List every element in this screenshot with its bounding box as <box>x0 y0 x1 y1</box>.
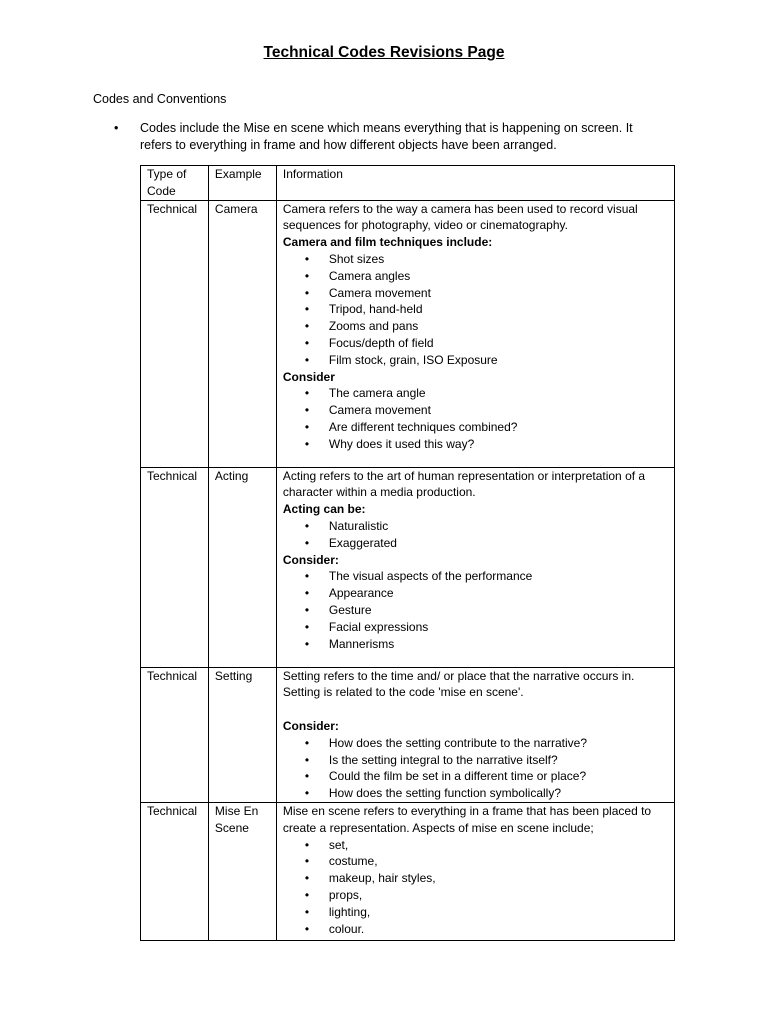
acting-can-be-label: Acting can be: <box>282 502 366 517</box>
list-item: • Camera angles <box>329 268 669 285</box>
example-cell: Acting <box>208 467 276 667</box>
list-item: • makeup, hair styles, <box>329 870 669 887</box>
codes-table <box>140 165 675 941</box>
table-row-setting <box>141 667 675 802</box>
page-title: Technical Codes Revisions Page <box>263 44 505 61</box>
camera-techniques-list <box>283 251 669 369</box>
mise-description: Mise en scene refers to everything in a frame that has been placed to create a representation. Aspects of mise en scene include; <box>282 803 652 835</box>
info-cell <box>276 200 674 467</box>
list-item: • Mannerisms <box>329 636 669 653</box>
camera-techniques-label: Camera and film techniques include: <box>282 235 493 250</box>
list-item: • Facial expressions <box>329 619 669 636</box>
acting-consider-list <box>283 568 669 652</box>
intro-text: Codes include the Mise en scene which means everything that is happening on screen. It refers to everything in frame and how different objects have been arranged. <box>140 121 633 152</box>
list-item: • Camera movement <box>329 285 669 302</box>
list-item: • Could the film be set in a different time or place? <box>329 768 669 785</box>
list-item: • Tripod, hand-held <box>329 301 669 318</box>
mise-aspects-list <box>283 837 669 938</box>
list-item: • colour. <box>329 921 669 938</box>
camera-description: Camera refers to the way a camera has been used to record visual sequences for photography, video or cinematography. <box>282 201 638 233</box>
list-item: • Zooms and pans <box>329 318 669 335</box>
info-cell <box>276 467 674 667</box>
camera-consider-list <box>283 385 669 452</box>
acting-consider-label: Consider: <box>282 552 339 567</box>
list-item: • Shot sizes <box>329 251 669 268</box>
info-cell <box>276 667 674 802</box>
bullet-icon: • <box>114 121 119 135</box>
setting-consider-label: Consider: <box>282 718 339 733</box>
list-item: • Why does it used this way? <box>329 436 669 453</box>
list-item: • Naturalistic <box>329 518 669 535</box>
example-cell: Camera <box>208 200 276 467</box>
list-item: • How does the setting contribute to the narrative? <box>329 735 669 752</box>
list-item: • Focus/depth of field <box>329 335 669 352</box>
list-item: • props, <box>329 887 669 904</box>
camera-consider-label: Consider <box>282 369 335 384</box>
intro-bullet <box>114 120 654 154</box>
type-cell: Technical <box>141 200 209 467</box>
example-cell: Mise En Scene <box>208 802 276 940</box>
list-item: • Gesture <box>329 602 669 619</box>
type-cell: Technical <box>141 667 209 802</box>
info-cell <box>276 802 674 940</box>
list-item: • costume, <box>329 853 669 870</box>
table-row-acting <box>141 467 675 667</box>
list-item: • Exaggerated <box>329 535 669 552</box>
list-item: • set, <box>329 837 669 854</box>
header-info: Information <box>276 166 674 201</box>
type-cell: Technical <box>141 802 209 940</box>
list-item: • The camera angle <box>329 385 669 402</box>
list-item: • lighting, <box>329 904 669 921</box>
type-cell: Technical <box>141 467 209 667</box>
acting-description: Acting refers to the art of human representation or interpretation of a character within a media production. <box>282 468 646 500</box>
list-item: • Are different techniques combined? <box>329 419 669 436</box>
list-item: • The visual aspects of the performance <box>329 568 669 585</box>
list-item: • Camera movement <box>329 402 669 419</box>
list-item: • Is the setting integral to the narrative itself? <box>329 752 669 769</box>
setting-consider-list <box>283 735 669 802</box>
table-row-camera <box>141 200 675 467</box>
section-heading: Codes and Conventions <box>93 92 227 106</box>
setting-description: Setting refers to the time and/ or place that the narrative occurs in. Setting is related to the code 'mise en scene'. <box>282 668 635 700</box>
list-item: • How does the setting function symbolically? <box>329 785 669 802</box>
table-header-row <box>141 166 675 201</box>
header-example: Example <box>208 166 276 201</box>
table-row-mise-en-scene <box>141 802 675 940</box>
list-item: • Film stock, grain, ISO Exposure <box>329 352 669 369</box>
list-item: • Appearance <box>329 585 669 602</box>
header-type: Type of Code <box>141 166 209 201</box>
example-cell: Setting <box>208 667 276 802</box>
acting-can-be-list <box>283 518 669 552</box>
